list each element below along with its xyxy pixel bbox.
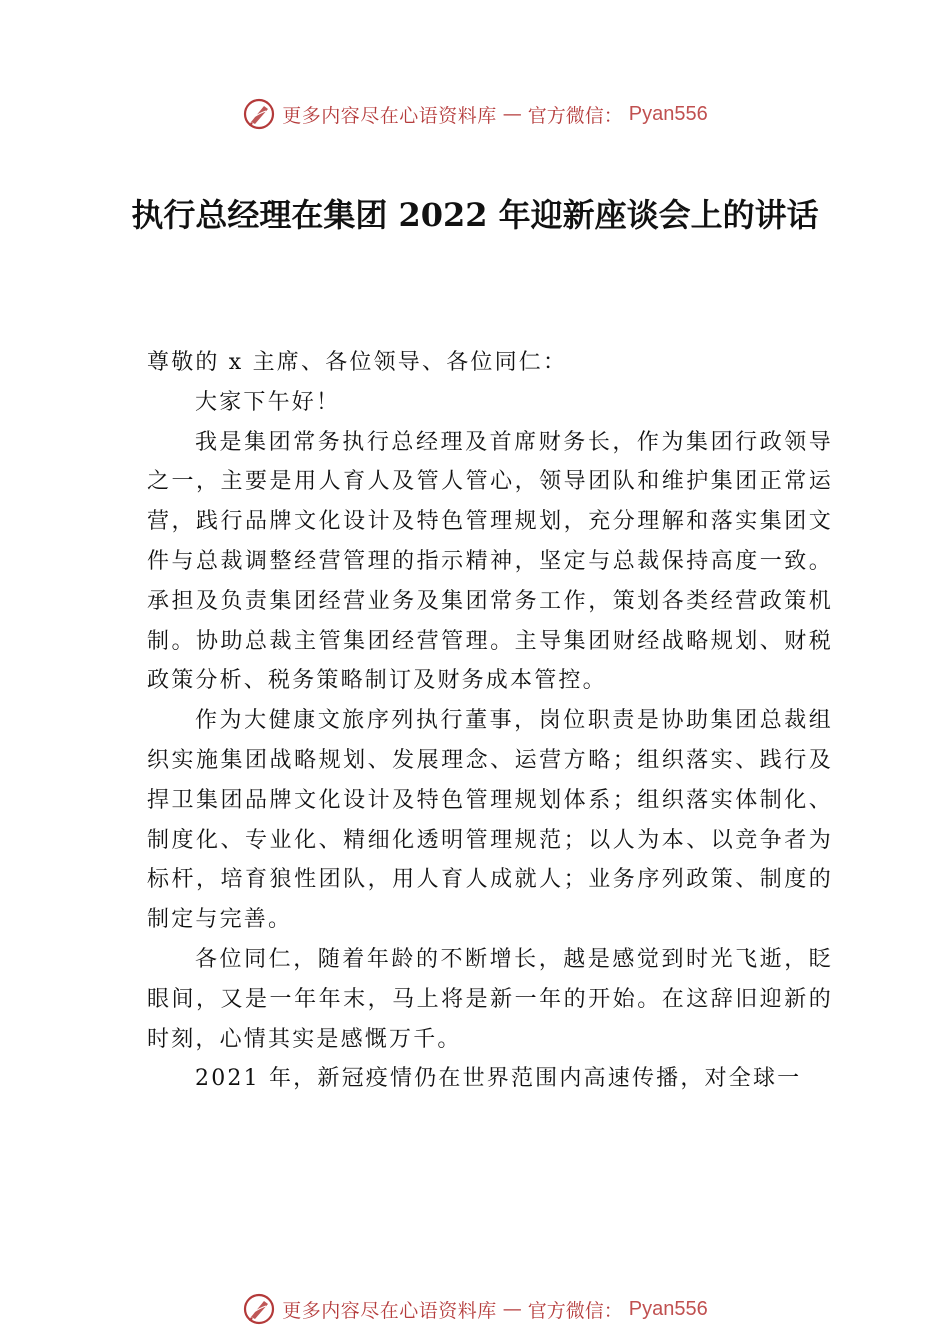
quill-pen-icon bbox=[242, 1292, 276, 1326]
watermark-brand: 更多内容尽在心语资料库 bbox=[282, 104, 497, 127]
watermark-brand: 更多内容尽在心语资料库 bbox=[282, 1299, 497, 1322]
watermark-separator: — bbox=[502, 103, 522, 125]
salutation: 尊敬的 x 主席、各位领导、各位同仁： bbox=[147, 350, 568, 375]
footer-watermark bbox=[0, 1289, 950, 1329]
document-title: 执行总经理在集团 2022 年迎新座谈会上的讲话 bbox=[131, 196, 819, 234]
watermark-handle: Pyan556 bbox=[628, 102, 708, 125]
quill-pen-icon bbox=[242, 97, 276, 131]
watermark-wechat-label: 官方微信： bbox=[527, 1299, 623, 1322]
document-body bbox=[147, 343, 833, 1099]
paragraph-health-tourism: 作为大健康文旅序列执行董事，岗位职责是协助集团总裁组织实施集团战略规划、发展理念、运营方略；组织落实、践行及捍卫集团品牌文化设计及特色管理规划体系；组织落实体制化、制度化、专业化、精细化透明管理规范；以人为本、以竞争者为标杆，培育狼性团队，用人育人成就人；业务序列政策、制度的制定与完善。 bbox=[147, 708, 833, 933]
watermark-wechat-label: 官方微信： bbox=[527, 104, 623, 127]
paragraph-role-duties: 我是集团常务执行总经理及首席财务长，作为集团行政领导之一，主要是用人育人及管人管心，领导团队和维护集团正常运营，践行品牌文化设计及特色管理规划，充分理解和落实集团文件与总裁调整经营管理的指示精神，坚定与总裁保持高度一致。承担及负责集团经营业务及集团常务工作，策划各类经营政策机制。协助总裁主管集团经营管理。主导集团财经战略规划、财税政策分析、税务策略制订及财务成本管控。 bbox=[147, 429, 833, 694]
header-watermark bbox=[0, 94, 950, 134]
paragraph-2021: 2021 年，新冠疫情仍在世界范围内高速传播，对全球一 bbox=[195, 1066, 802, 1092]
watermark-separator: — bbox=[502, 1298, 522, 1320]
paragraph-reflection: 各位同仁，随着年龄的不断增长，越是感觉到时光飞逝，眨眼间，又是一年年末，马上将是新一年的开始。在这辞旧迎新的时刻，心情其实是感慨万千。 bbox=[147, 946, 833, 1052]
watermark-handle: Pyan556 bbox=[628, 1297, 708, 1320]
paragraph-greeting: 大家下午好！ bbox=[195, 389, 341, 415]
